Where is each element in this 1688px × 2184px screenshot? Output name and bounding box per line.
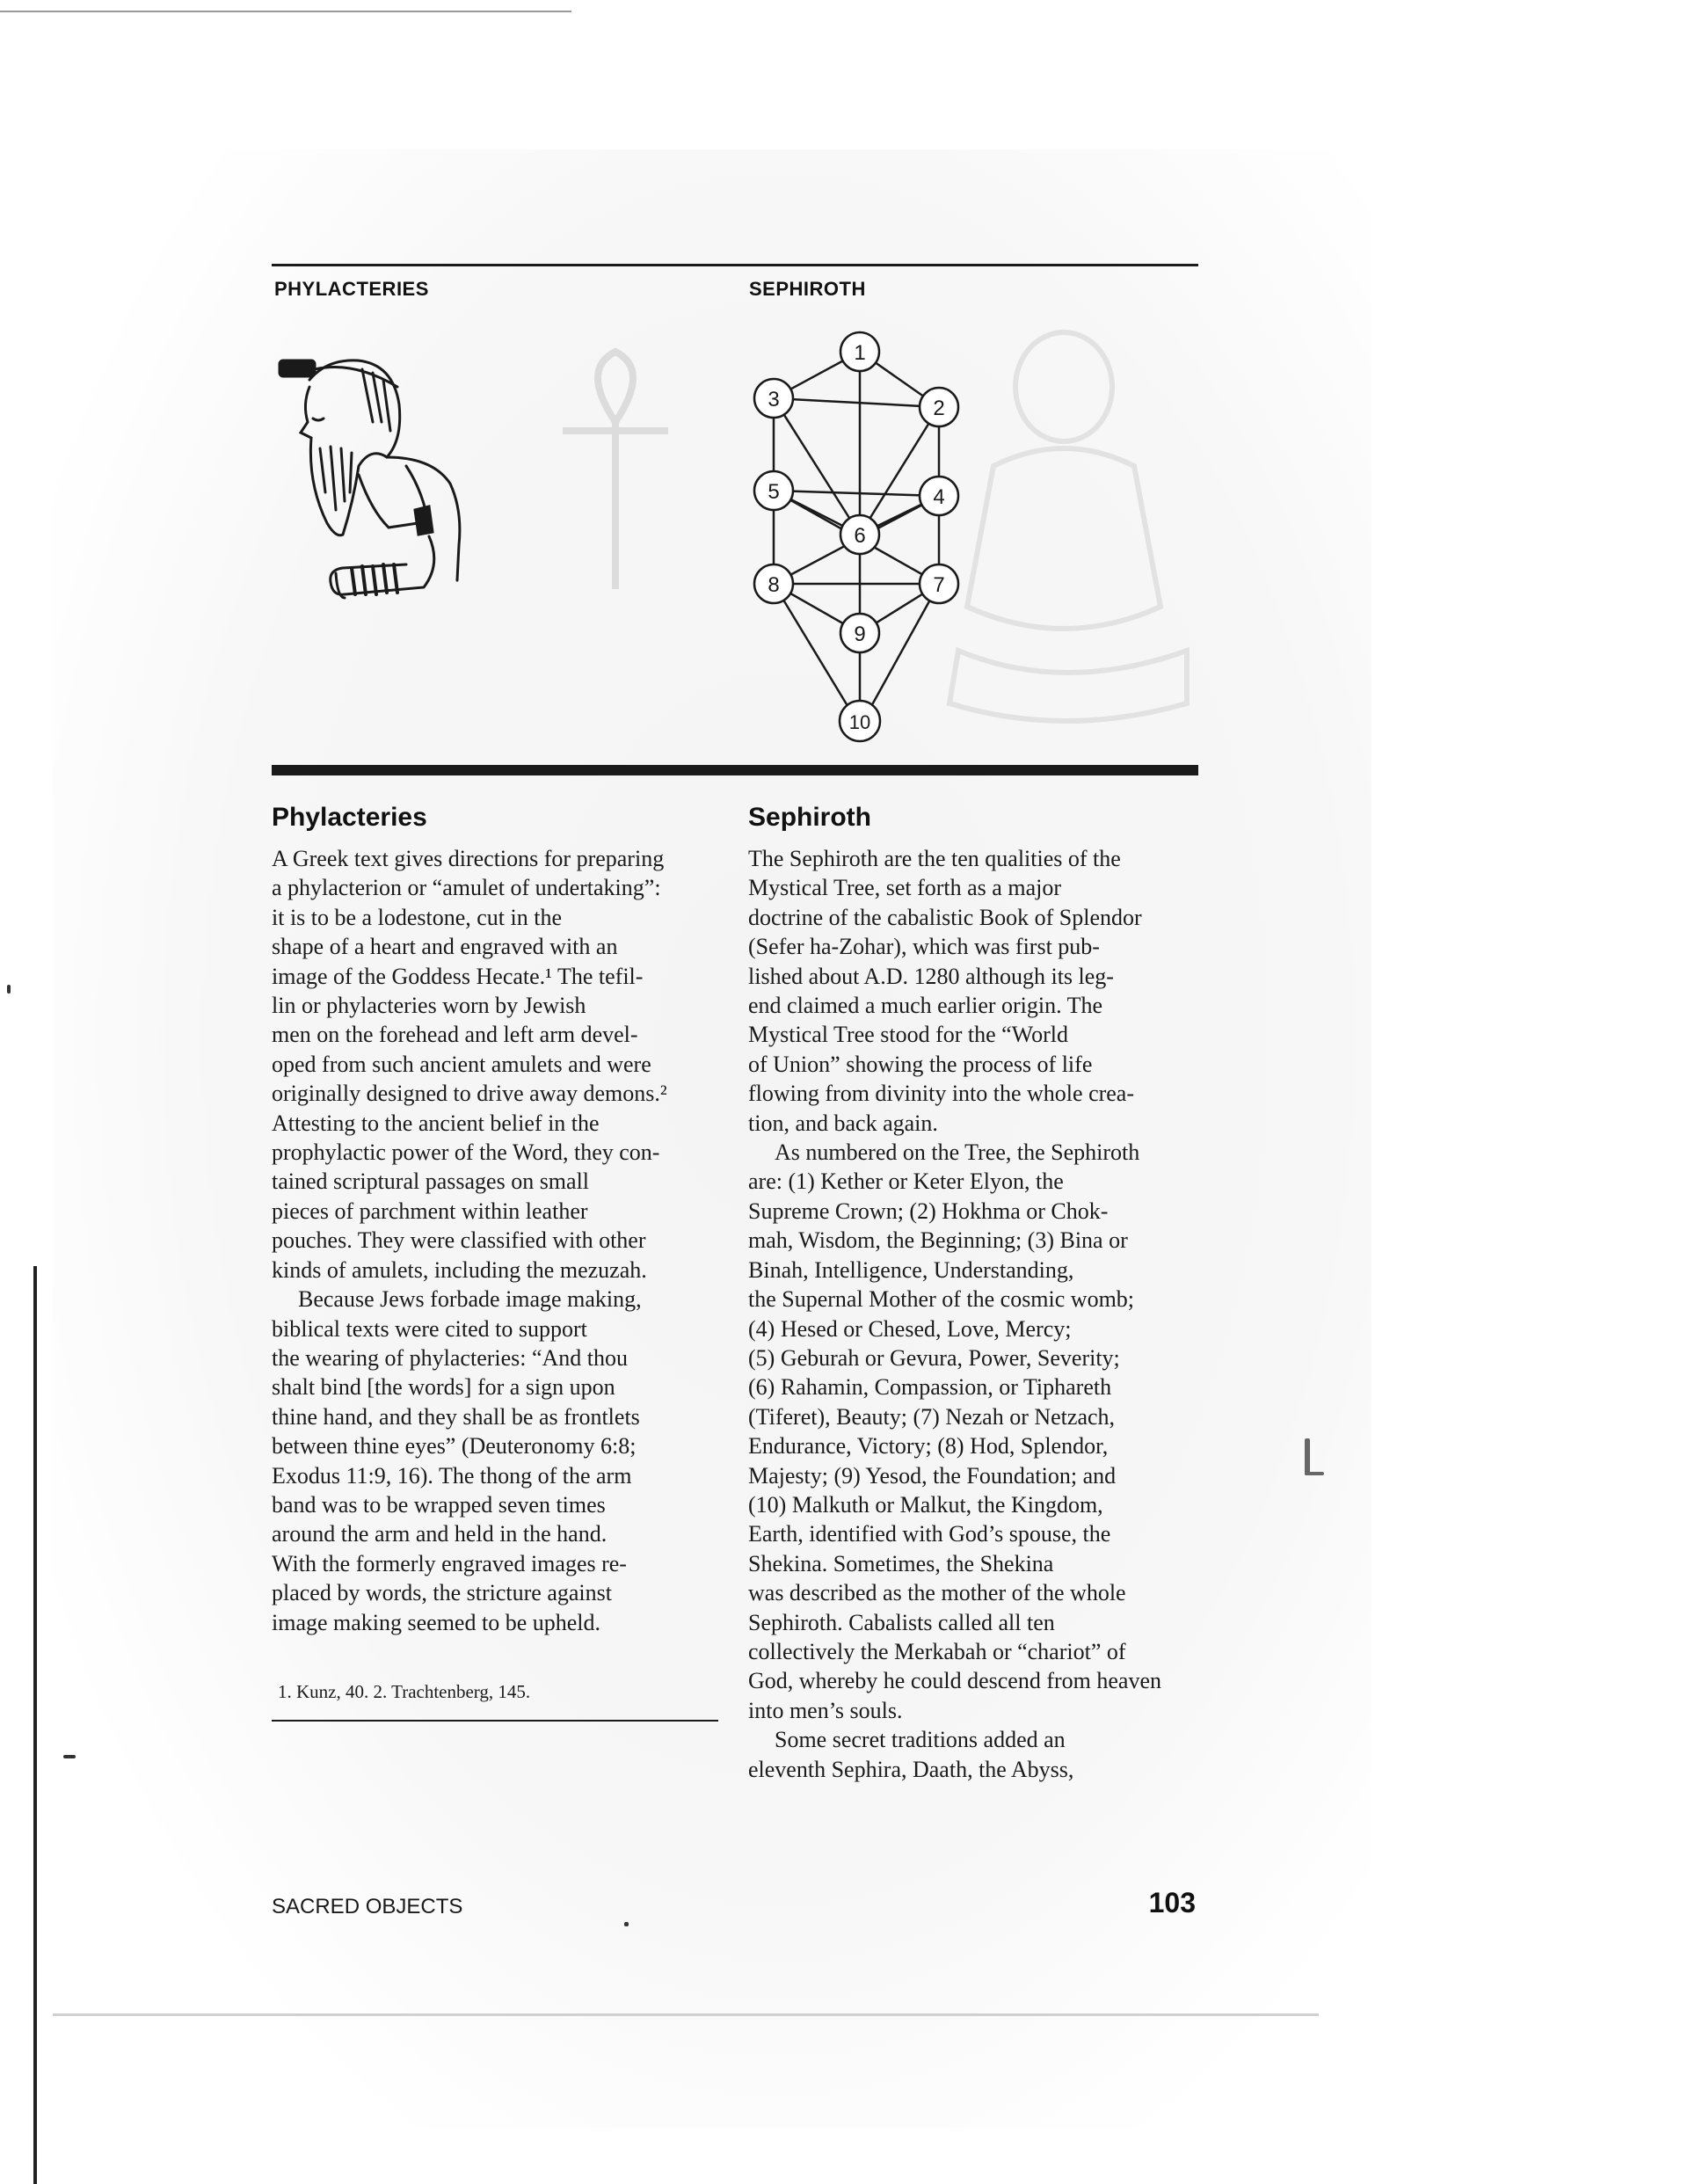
phylacteries-footnotes: 1. Kunz, 40. 2. Trachtenberg, 145. bbox=[278, 1681, 531, 1702]
sephira-node bbox=[840, 332, 879, 371]
sephira-node-label: 4 bbox=[933, 485, 945, 509]
sephiroth-paragraph: As numbered on the Tree, the Sephiroth are: (1) Kether or Keter Elyon, the Supreme Crown; (2) Hokhma or Chok- mah, Wisdom, the Beginning; (3) Bina or Binah, Intelligence, Understanding, the Supernal Mother of the cosmic womb; (4) Hesed or Chesed, Love, Mercy; (5) Geburah or Gevura, Power, Severity; (6) Rahamin, Compassion, or Tiphareth (Tiferet), Beauty; (7) Nezah or Netzach, Endurance, Victory; (8) Hod, Splendor, Majesty; (9) Yesod, the Foundation; and (10) Malkuth or Malkut, the Kingdom, Earth, identified with God’s spouse, the Shekina. Sometimes, the Shekina was described as the mother of the whole Sephiroth. Cabalists called all ten collectively the Merkabah or “chariot” of God, whereby he could descend from heaven into men’s souls. bbox=[748, 1139, 1161, 1723]
footnote-rule bbox=[272, 1720, 718, 1722]
scan-edge-line bbox=[0, 11, 571, 12]
phylacteries-body bbox=[272, 844, 720, 1637]
scan-edge-line bbox=[53, 2013, 1319, 2016]
header-label-left: PHYLACTERIES bbox=[274, 278, 429, 300]
scan-speck bbox=[63, 1755, 76, 1758]
sephira-node-label: 6 bbox=[854, 524, 866, 548]
sephira-node bbox=[754, 471, 793, 510]
bleed-through-ankh bbox=[528, 334, 703, 598]
sephira-node bbox=[754, 379, 793, 418]
phylacteries-paragraph: A Greek text gives directions for preparing a phylacterion or “amulet of undertaking”: it is to be a lodestone, cut in the shape of a heart and engraved with an image of the Goddess Hecate.¹ The tefil- lin or phylacteries worn by Jewish men on the forehead and left arm devel- oped from such ancient amulets and were originally designed to drive away demons.² Attesting to the ancient belief in the prophylactic power of the Word, they con- tained scriptural passages on small pieces of parchment within leather pouches. They were classified with other kinds of amulets, including the mezuzah. bbox=[272, 846, 667, 1283]
sephira-node-label: 9 bbox=[854, 622, 866, 646]
page-number: 103 bbox=[1148, 1887, 1196, 1918]
sephira-node bbox=[840, 701, 880, 741]
sephira-node-label: 1 bbox=[854, 341, 866, 365]
sephira-node bbox=[920, 564, 958, 603]
sephira-node bbox=[754, 564, 793, 603]
sephira-node bbox=[840, 614, 879, 652]
sephiroth-tree-diagram bbox=[738, 325, 976, 747]
sephiroth-body bbox=[748, 844, 1197, 1784]
sephiroth-paragraph: The Sephiroth are the ten qualities of the Mystical Tree, set forth as a major doctrine of the cabalistic Book of Splendor (Sefer ha-Zohar), which was first pub- lished about A.D. 1280 although its leg- end claimed a much earlier origin. The Mystical Tree stood for the “World of Union” showing the process of life flowing from divinity into the whole crea- tion, and back again. bbox=[748, 846, 1142, 1136]
scan-speck bbox=[7, 985, 11, 994]
sephira-node-label: 7 bbox=[933, 573, 945, 597]
header-label-right: SEPHIROTH bbox=[749, 278, 866, 300]
scan-speck bbox=[624, 1922, 629, 1926]
scan-speck bbox=[1305, 1438, 1310, 1475]
phylactery-wearer-illustration bbox=[274, 334, 477, 615]
sephira-node bbox=[840, 515, 879, 554]
footer-section-title: SACRED OBJECTS bbox=[272, 1895, 463, 1918]
sephira-node bbox=[920, 477, 958, 515]
sephira-node-label: 8 bbox=[768, 573, 780, 597]
sephira-node-label: 3 bbox=[768, 388, 780, 411]
sephira-node-label: 10 bbox=[848, 711, 871, 733]
sephira-node-label: 5 bbox=[768, 480, 780, 504]
header-rule bbox=[272, 264, 1198, 266]
phylacteries-paragraph: Because Jews forbade image making, biblical texts were cited to support the wearing of phylacteries: “And thou shalt bind [the words] for a sign upon thine hand, and they shall be as frontlets between thine eyes” (Deuteronomy 6:8; Exodus 11:9, 16). The thong of the arm band was to be wrapped seven times around the arm and held in the hand. With the formerly engraved images re- placed by words, the stricture against image making seemed to be upheld. bbox=[272, 1286, 642, 1635]
sephiroth-heading: Sephiroth bbox=[748, 803, 871, 832]
scan-edge-line bbox=[33, 1266, 37, 2184]
phylacteries-heading: Phylacteries bbox=[272, 803, 427, 832]
sephiroth-paragraph: Some secret traditions added an eleventh Sephira, Daath, the Abyss, bbox=[748, 1727, 1074, 1782]
section-divider-rule bbox=[272, 765, 1198, 775]
scan-speck bbox=[1305, 1472, 1324, 1475]
sephira-node bbox=[920, 388, 958, 426]
sephira-node-label: 2 bbox=[933, 397, 945, 420]
